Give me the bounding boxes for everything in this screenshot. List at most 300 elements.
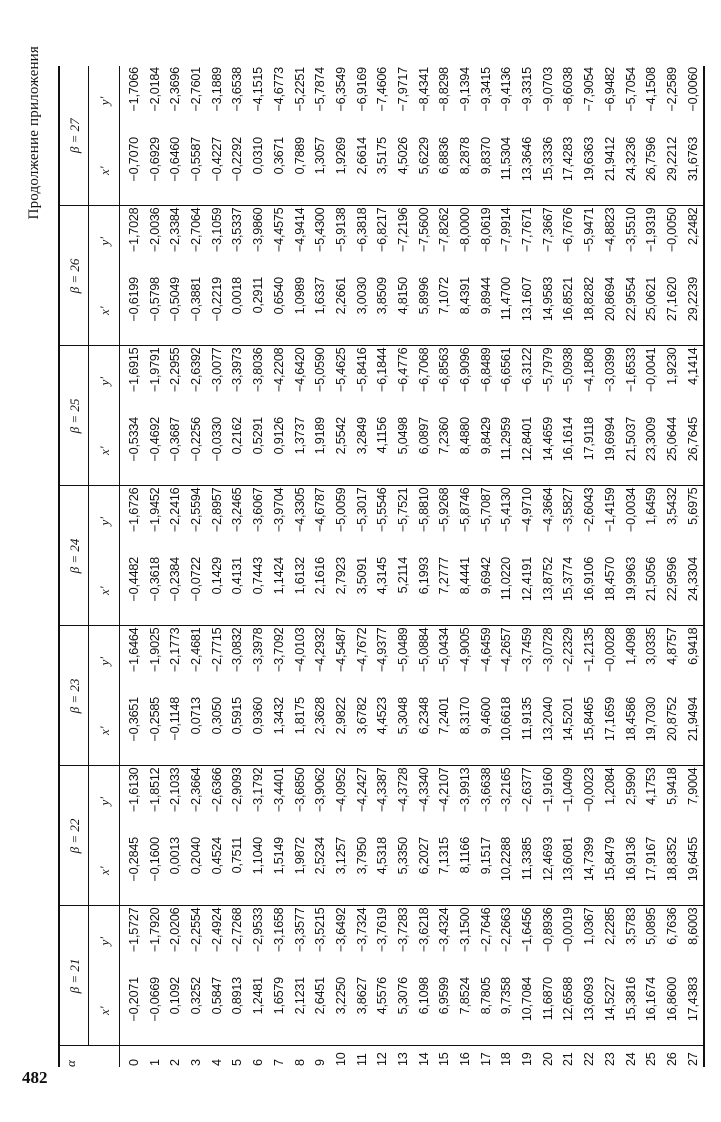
y-prime-cell: −4,6787 xyxy=(313,487,328,532)
x-prime-cell: 10,2288 xyxy=(496,836,517,906)
x-prime-cell: 1,9872 xyxy=(290,836,311,906)
x-prime-cell: 2,6451 xyxy=(310,976,331,1046)
x-prime-cell: 9,4600 xyxy=(476,696,497,766)
y-prime-cell: −4,6459 xyxy=(478,627,493,672)
table-row xyxy=(662,66,683,1067)
x-prime-cell: 16,8600 xyxy=(662,976,683,1046)
x-prime-cell: 2,1231 xyxy=(290,976,311,1046)
y-prime-cell: −2,0206 xyxy=(168,907,183,952)
table-row xyxy=(621,66,642,1067)
x-prime-cell: −0,2384 xyxy=(165,556,186,626)
x-prime-cell: 2,3628 xyxy=(310,696,331,766)
x-prime-cell: −0,1600 xyxy=(145,836,166,906)
y-prime-cell: −2,3664 xyxy=(189,767,204,812)
x-prime-cell: 2,6614 xyxy=(352,136,373,206)
table-row xyxy=(227,66,248,1067)
y-prime-cell: −4,9005 xyxy=(458,627,473,672)
y-prime-cell: −7,9717 xyxy=(395,67,410,112)
table-row xyxy=(641,66,662,1067)
alpha-cell: 14 xyxy=(414,1046,435,1067)
x-prime-cell: 11,9135 xyxy=(517,696,538,766)
y-prime-cell: −3,2465 xyxy=(230,487,245,532)
x-prime-cell: −0,7070 xyxy=(120,136,145,206)
y-prime-cell: −2,0184 xyxy=(147,67,162,112)
y-prime-cell: −2,2955 xyxy=(168,347,183,392)
alpha-cell: 18 xyxy=(496,1046,517,1067)
y-prime-cell: −2,9093 xyxy=(230,767,245,812)
x-prime-cell: 29,2239 xyxy=(683,276,705,346)
x-prime-cell: 0,8913 xyxy=(227,976,248,1046)
x-prime-cell: 16,9106 xyxy=(579,556,600,626)
x-prime-cell: 25,0644 xyxy=(662,416,683,486)
y-prime-cell: −3,4401 xyxy=(271,767,286,812)
y-prime-cell: −5,9138 xyxy=(333,207,348,252)
y-prime-cell: −5,0489 xyxy=(395,627,410,672)
y-prime-cell: 2,2482 xyxy=(683,206,705,276)
x-prime-cell: 13,6081 xyxy=(558,836,579,906)
y-prime-cell: −3,7283 xyxy=(395,907,410,952)
x-prime-cell: 19,7030 xyxy=(641,696,662,766)
x-prime-cell: 3,2849 xyxy=(352,416,373,486)
y-prime-cell: 3,0335 xyxy=(644,627,659,665)
table-row xyxy=(496,66,517,1067)
x-prime-cell: 13,8752 xyxy=(538,556,559,626)
y-prime-cell: −3,3577 xyxy=(292,907,307,952)
x-prime-cell: 0,3252 xyxy=(186,976,207,1046)
x-prime-cell: −0,2071 xyxy=(120,976,145,1046)
x-prime-cell: 11,5304 xyxy=(496,136,517,206)
alpha-cell: 23 xyxy=(600,1046,621,1067)
y-prime-cell: −6,9096 xyxy=(458,347,473,392)
y-prime-cell: −3,6218 xyxy=(416,907,431,952)
x-prime-cell: 8,4880 xyxy=(455,416,476,486)
x-prime-cell: 3,7950 xyxy=(352,836,373,906)
y-prime-cell: −7,8262 xyxy=(437,207,452,252)
x-prime-cell: 11,0220 xyxy=(496,556,517,626)
x-prime-cell: 2,2661 xyxy=(331,276,352,346)
y-prime-cell: −2,6043 xyxy=(582,487,597,532)
y-prime-cell: −5,7087 xyxy=(478,487,493,532)
x-prime-cell: 3,6782 xyxy=(352,696,373,766)
y-prime-cell: −3,9913 xyxy=(458,767,473,812)
alpha-header: α xyxy=(59,1046,120,1067)
x-prime-cell: 13,1607 xyxy=(517,276,538,346)
table-container xyxy=(58,66,698,1067)
y-prime-cell: −5,7979 xyxy=(540,347,555,392)
y-prime-cell: −8,8298 xyxy=(437,67,452,112)
y-prime-cell: 1,9230 xyxy=(664,347,679,385)
alpha-cell: 4 xyxy=(207,1046,228,1067)
x-prime-cell: 3,8627 xyxy=(352,976,373,1046)
y-prime-cell: −5,0884 xyxy=(416,627,431,672)
y-prime-cell: −3,5827 xyxy=(561,487,576,532)
x-prime-cell: −0,6460 xyxy=(165,136,186,206)
y-prime-cell: −2,5594 xyxy=(189,487,204,532)
x-prime-cell: 5,0498 xyxy=(393,416,414,486)
x-prime-cell: 6,0897 xyxy=(414,416,435,486)
x-prime-cell: 9,8429 xyxy=(476,416,497,486)
x-prime-cell: −0,3687 xyxy=(165,416,186,486)
y-prime-cell: −5,8746 xyxy=(458,487,473,532)
y-prime-cell: −4,3305 xyxy=(292,487,307,532)
y-prime-cell: −4,2657 xyxy=(499,627,514,672)
x-prime-cell: 2,9822 xyxy=(331,696,352,766)
x-prime-cell: 2,7923 xyxy=(331,556,352,626)
x-prime-cell: −0,6929 xyxy=(145,136,166,206)
x-prime-cell: 11,3385 xyxy=(517,836,538,906)
alpha-cell: 22 xyxy=(579,1046,600,1067)
alpha-cell: 16 xyxy=(455,1046,476,1067)
x-prime-cell: −0,5049 xyxy=(165,276,186,346)
y-prime-cell: −3,7092 xyxy=(271,627,286,672)
y-prime-cell: −3,2165 xyxy=(499,767,514,812)
y-prime-cell: −5,9471 xyxy=(582,207,597,252)
table-row xyxy=(558,66,579,1067)
x-prime-cell: −0,0330 xyxy=(207,416,228,486)
x-prime-cell: 24,3304 xyxy=(683,556,705,626)
y-prime-cell: −4,1515 xyxy=(251,67,266,112)
y-prime-cell: −3,0832 xyxy=(230,627,245,672)
y-prime-cell: −5,9268 xyxy=(437,487,452,532)
x-prime-cell: 4,4523 xyxy=(372,696,393,766)
x-prime-cell: −0,5587 xyxy=(186,136,207,206)
x-prime-cell: 14,9583 xyxy=(538,276,559,346)
y-prime-cell: −2,3384 xyxy=(168,207,183,252)
alpha-cell: 1 xyxy=(145,1046,166,1067)
x-prime-cell: 7,1315 xyxy=(434,836,455,906)
x-prime-cell: −0,0722 xyxy=(186,556,207,626)
x-prime-cell: 1,9269 xyxy=(331,136,352,206)
y-prime-cell: 2,5990 xyxy=(623,767,638,805)
beta-header-row xyxy=(59,66,89,1067)
x-prime-cell: 19,6455 xyxy=(683,836,705,906)
x-prime-cell: −0,2292 xyxy=(227,136,248,206)
y-prime-cell: −5,4625 xyxy=(333,347,348,392)
x-prime-cell: 14,4659 xyxy=(538,416,559,486)
y-prime-cell: −3,7459 xyxy=(520,627,535,672)
y-prime-cell: −9,3315 xyxy=(520,67,535,112)
table-row xyxy=(269,66,290,1067)
y-prime-cell: −1,6533 xyxy=(623,347,638,392)
x-prime-cell: 8,3170 xyxy=(455,696,476,766)
table-row xyxy=(352,66,373,1067)
y-prime-cell: −5,8810 xyxy=(416,487,431,532)
x-prime-cell: 22,9596 xyxy=(662,556,683,626)
y-prime-cell: −1,6130 xyxy=(127,767,142,812)
y-prime-cell: −8,6038 xyxy=(561,67,576,112)
y-prime-cell: −2,2589 xyxy=(664,67,679,112)
y-prime-cell: −4,6773 xyxy=(271,67,286,112)
x-prime-cell: −0,5334 xyxy=(120,416,145,486)
y-prime-cell: −1,7920 xyxy=(147,907,162,952)
y-prime-cell: −3,8036 xyxy=(251,347,266,392)
x-prime-cell: 10,6618 xyxy=(496,696,517,766)
y-prime-cell: −1,9025 xyxy=(147,627,162,672)
y-prime-cell: −4,0103 xyxy=(292,627,307,672)
y-prime-cell: −0,0050 xyxy=(664,207,679,252)
y-prime-cell: −1,6464 xyxy=(127,627,142,672)
y-prime-cell: −0,8936 xyxy=(540,907,555,952)
x-prime-cell: 17,4383 xyxy=(683,976,705,1046)
y-prime-cell: −4,3728 xyxy=(395,767,410,812)
y-prime-cell: 1,0367 xyxy=(582,907,597,945)
y-prime-cell: −5,2251 xyxy=(292,67,307,112)
alpha-cell: 13 xyxy=(393,1046,414,1067)
x-prime-cell: 15,3336 xyxy=(538,136,559,206)
y-prime-cell: −3,6067 xyxy=(251,487,266,532)
y-prime-cell: 7,9004 xyxy=(683,766,705,836)
table-row xyxy=(393,66,414,1067)
x-prime-cell: 6,8836 xyxy=(434,136,455,206)
x-prime-cell: 4,8150 xyxy=(393,276,414,346)
x-prime-cell: 0,3050 xyxy=(207,696,228,766)
y-prime-cell: −2,2416 xyxy=(168,487,183,532)
y-prime-cell: −6,8217 xyxy=(375,207,390,252)
y-prime-cell: −2,7064 xyxy=(189,207,204,252)
x-prime-cell: 5,2114 xyxy=(393,556,414,626)
x-prime-cell: 6,2027 xyxy=(414,836,435,906)
y-prime-cell: 8,6003 xyxy=(683,906,705,976)
y-prime-cell: −5,4130 xyxy=(499,487,514,532)
x-prime-cell: −0,6199 xyxy=(120,276,145,346)
x-prime-cell: 0,2040 xyxy=(186,836,207,906)
y-prime-cell: −3,9860 xyxy=(251,207,266,252)
x-prime-cell: 4,1156 xyxy=(372,416,393,486)
y-prime-cell: −2,7646 xyxy=(478,907,493,952)
y-prime-cell: −3,1889 xyxy=(209,67,224,112)
x-prime-cell: 8,4391 xyxy=(455,276,476,346)
x-prime-cell: 17,1659 xyxy=(600,696,621,766)
x-prime-cell: 4,5576 xyxy=(372,976,393,1046)
y-prime-cell: −1,9160 xyxy=(540,767,555,812)
y-prime-cell: −2,6366 xyxy=(209,767,224,812)
x-prime-cell: 0,0018 xyxy=(227,276,248,346)
running-head: Продолжение приложения xyxy=(26,46,42,220)
y-prime-header: y' xyxy=(89,206,120,276)
table-row xyxy=(517,66,538,1067)
x-prime-cell: 9,8944 xyxy=(476,276,497,346)
table-row xyxy=(579,66,600,1067)
x-prime-cell: 20,8694 xyxy=(600,276,621,346)
x-prime-cell: 11,2959 xyxy=(496,416,517,486)
y-prime-cell: −9,1394 xyxy=(458,67,473,112)
beta-header: β = 27 xyxy=(59,66,89,206)
x-prime-cell: 29,2212 xyxy=(662,136,683,206)
beta-header: β = 22 xyxy=(59,766,89,906)
x-prime-cell: 6,1993 xyxy=(414,556,435,626)
x-prime-cell: 0,3671 xyxy=(269,136,290,206)
x-prime-cell: 9,8370 xyxy=(476,136,497,206)
y-prime-cell: −2,7268 xyxy=(230,907,245,952)
y-prime-cell: −3,0399 xyxy=(602,347,617,392)
y-prime-cell: −4,1508 xyxy=(644,67,659,112)
x-prime-cell: 4,5318 xyxy=(372,836,393,906)
beta-header: β = 25 xyxy=(59,346,89,486)
y-prime-cell: −4,6420 xyxy=(292,347,307,392)
y-prime-cell: −6,8489 xyxy=(478,347,493,392)
y-prime-cell: −0,0028 xyxy=(602,627,617,672)
table-row xyxy=(331,66,352,1067)
y-prime-cell: −5,4300 xyxy=(313,207,328,252)
x-prime-cell: 1,0989 xyxy=(290,276,311,346)
x-prime-cell: 22,9554 xyxy=(621,276,642,346)
y-prime-cell: −0,0034 xyxy=(623,487,638,532)
x-prime-cell: −0,4692 xyxy=(145,416,166,486)
y-prime-cell: −6,1844 xyxy=(375,347,390,392)
y-prime-cell: −3,0077 xyxy=(209,347,224,392)
y-prime-cell: −6,9482 xyxy=(602,67,617,112)
table-row xyxy=(600,66,621,1067)
x-prime-cell: 3,2250 xyxy=(331,976,352,1046)
y-prime-cell: −1,8512 xyxy=(147,767,162,812)
y-prime-header: y' xyxy=(89,906,120,976)
alpha-cell: 2 xyxy=(165,1046,186,1067)
x-prime-cell: 0,0713 xyxy=(186,696,207,766)
x-prime-cell: 1,1424 xyxy=(269,556,290,626)
x-prime-cell: 8,2878 xyxy=(455,136,476,206)
table-row xyxy=(538,66,559,1067)
y-prime-cell: −6,4776 xyxy=(395,347,410,392)
y-prime-cell: 6,9418 xyxy=(683,626,705,696)
y-prime-cell: −7,5600 xyxy=(416,207,431,252)
alpha-cell: 25 xyxy=(641,1046,662,1067)
y-prime-cell: −2,7601 xyxy=(189,67,204,112)
x-prime-cell: 8,7805 xyxy=(476,976,497,1046)
x-prime-cell: 21,5037 xyxy=(621,416,642,486)
x-prime-cell: 7,2401 xyxy=(434,696,455,766)
y-prime-cell: 5,6975 xyxy=(683,486,705,556)
y-prime-cell: −1,9452 xyxy=(147,487,162,532)
y-prime-cell: −7,7671 xyxy=(520,207,535,252)
x-prime-cell: 9,6942 xyxy=(476,556,497,626)
x-prime-cell: 0,4524 xyxy=(207,836,228,906)
y-prime-cell: −4,9377 xyxy=(375,627,390,672)
y-prime-cell: −4,4575 xyxy=(271,207,286,252)
table-row xyxy=(476,66,497,1067)
y-prime-cell: −2,4924 xyxy=(209,907,224,952)
y-prime-cell: −6,9169 xyxy=(354,67,369,112)
page-number: 482 xyxy=(22,1068,48,1087)
x-prime-cell: 26,7596 xyxy=(641,136,662,206)
y-prime-cell: 4,1753 xyxy=(644,767,659,805)
table-row xyxy=(207,66,228,1067)
x-prime-cell: 10,7084 xyxy=(517,976,538,1046)
x-prime-cell: 1,2481 xyxy=(248,976,269,1046)
x-prime-cell: 1,1040 xyxy=(248,836,269,906)
x-prime-cell: 19,6363 xyxy=(579,136,600,206)
x-prime-cell: 5,3076 xyxy=(393,976,414,1046)
y-prime-cell: 6,7636 xyxy=(664,907,679,945)
x-prime-cell: 17,9167 xyxy=(641,836,662,906)
x-prime-cell: 7,2360 xyxy=(434,416,455,486)
alpha-cell: 20 xyxy=(538,1046,559,1067)
x-prime-cell: 12,6588 xyxy=(558,976,579,1046)
x-prime-cell: 18,4570 xyxy=(600,556,621,626)
y-prime-cell: −0,0060 xyxy=(683,66,705,136)
y-prime-cell: −8,0000 xyxy=(458,207,473,252)
x-prime-cell: 16,1614 xyxy=(558,416,579,486)
x-prime-header: x' xyxy=(89,136,120,206)
y-prime-cell: 3,5783 xyxy=(623,907,638,945)
alpha-cell: 12 xyxy=(372,1046,393,1067)
y-prime-header: y' xyxy=(89,486,120,556)
x-prime-cell: −0,5798 xyxy=(145,276,166,346)
y-prime-cell: −4,9710 xyxy=(520,487,535,532)
y-prime-cell: −3,7619 xyxy=(375,907,390,952)
x-prime-cell: 0,9126 xyxy=(269,416,290,486)
y-prime-cell: −3,3978 xyxy=(251,627,266,672)
x-prime-cell: −0,3651 xyxy=(120,696,145,766)
y-prime-cell: −3,1059 xyxy=(209,207,224,252)
y-prime-cell: −2,8957 xyxy=(209,487,224,532)
alpha-cell: 24 xyxy=(621,1046,642,1067)
x-prime-cell: 11,6870 xyxy=(538,976,559,1046)
y-prime-cell: −4,2208 xyxy=(271,347,286,392)
y-prime-cell: −2,3696 xyxy=(168,67,183,112)
alpha-cell: 27 xyxy=(683,1046,705,1067)
table-row xyxy=(145,66,166,1067)
y-prime-cell: −4,3664 xyxy=(540,487,555,532)
x-prime-cell: 18,8352 xyxy=(662,836,683,906)
x-prime-cell: −0,3618 xyxy=(145,556,166,626)
x-prime-cell: 16,1674 xyxy=(641,976,662,1046)
y-prime-cell: −6,3549 xyxy=(333,67,348,112)
y-prime-cell: −2,2329 xyxy=(561,627,576,672)
y-prime-cell: −7,2196 xyxy=(395,207,410,252)
y-prime-cell: −1,6726 xyxy=(127,487,142,532)
x-prime-cell: 0,5915 xyxy=(227,696,248,766)
alpha-cell: 15 xyxy=(434,1046,455,1067)
x-prime-cell: 21,9412 xyxy=(600,136,621,206)
x-prime-cell: 17,4283 xyxy=(558,136,579,206)
x-prime-cell: −0,4482 xyxy=(120,556,145,626)
y-prime-cell: −3,4324 xyxy=(437,907,452,952)
y-prime-cell: −3,3973 xyxy=(230,347,245,392)
y-prime-cell: −3,6492 xyxy=(333,907,348,952)
xy-header-row xyxy=(89,66,120,1067)
x-prime-cell: 5,3350 xyxy=(393,836,414,906)
y-prime-cell: −3,0728 xyxy=(540,627,555,672)
y-prime-cell: −5,0434 xyxy=(437,627,452,672)
table-body xyxy=(120,66,705,1067)
x-prime-header: x' xyxy=(89,976,120,1046)
x-prime-cell: 1,8175 xyxy=(290,696,311,766)
y-prime-cell: −4,2107 xyxy=(437,767,452,812)
x-prime-cell: 4,3145 xyxy=(372,556,393,626)
y-prime-cell: −4,2427 xyxy=(354,767,369,812)
alpha-cell: 5 xyxy=(227,1046,248,1067)
y-prime-cell: 5,9418 xyxy=(664,767,679,805)
table-row xyxy=(414,66,435,1067)
x-prime-cell: 3,5175 xyxy=(372,136,393,206)
alpha-cell: 6 xyxy=(248,1046,269,1067)
alpha-cell: 21 xyxy=(558,1046,579,1067)
x-prime-cell: −0,1148 xyxy=(165,696,186,766)
y-prime-cell: −8,0619 xyxy=(478,207,493,252)
y-prime-cell: −7,4606 xyxy=(375,67,390,112)
y-prime-cell: 1,2084 xyxy=(602,767,617,805)
x-prime-cell: 0,6540 xyxy=(269,276,290,346)
x-prime-cell: 2,5234 xyxy=(310,836,331,906)
y-prime-cell: −4,2932 xyxy=(313,627,328,672)
y-prime-header: y' xyxy=(89,66,120,136)
x-prime-header: x' xyxy=(89,556,120,626)
x-prime-cell: 21,5056 xyxy=(641,556,662,626)
y-prime-cell: −1,2135 xyxy=(582,627,597,672)
y-prime-cell: 5,0895 xyxy=(644,907,659,945)
x-prime-cell: 15,8465 xyxy=(579,696,600,766)
y-prime-cell: −2,9533 xyxy=(251,907,266,952)
